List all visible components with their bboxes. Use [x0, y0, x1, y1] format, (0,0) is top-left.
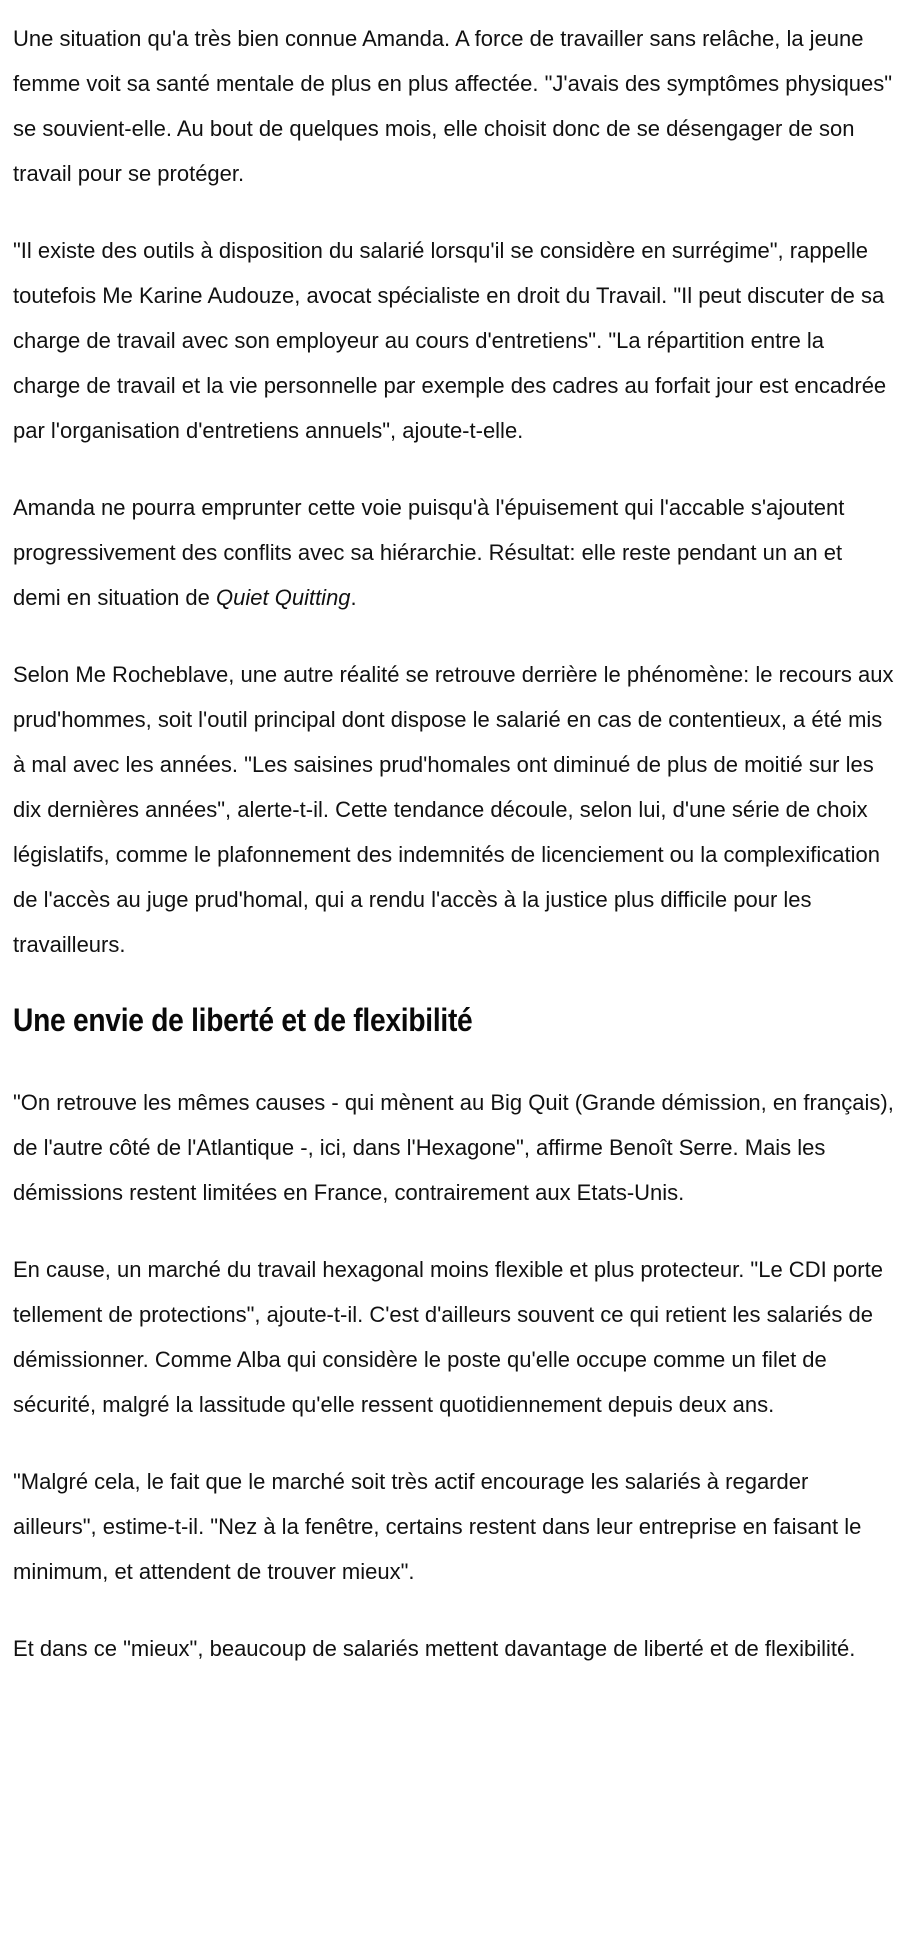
- article-paragraph-8: Et dans ce "mieux", beaucoup de salariés mettent davantage de liberté et de flexibilité.: [13, 1636, 856, 1661]
- article-paragraph-7: "Malgré cela, le fait que le marché soit très actif encourage les salariés à regarder ailleurs", estime-t-il. "Nez à la fenêtre, certains restent dans leur entreprise en faisant le minimum, et attendent de trouver mieux".: [13, 1469, 862, 1584]
- section-heading: [13, 1001, 894, 1039]
- section-heading-text: Une envie de liberté et de flexibilité: [13, 1002, 473, 1038]
- article-paragraph-1: Une situation qu'a très bien connue Amanda. A force de travailler sans relâche, la jeune femme voit sa santé mentale de plus en plus affectée. "J'avais des symptômes physiques" se souvient-elle. Au bout de quelques mois, elle choisit donc de se désengager de son travail pour se protéger.: [13, 26, 893, 186]
- paragraph-3-text-before: Amanda ne pourra emprunter cette voie puisqu'à l'épuisement qui l'accable s'ajoutent progressivement des conflits avec sa hiérarchie. Résultat: elle reste pendant un an et demi en situation de: [13, 495, 845, 610]
- article-paragraph-4: Selon Me Rocheblave, une autre réalité se retrouve derrière le phénomène: le recours aux prud'hommes, soit l'outil principal dont dispose le salarié en cas de contentieux, a été mis à mal avec les années. "Les saisines prud'homales ont diminué de plus de moitié sur les dix dernières années", alerte-t-il. Cette tendance découle, selon lui, d'une série de choix législatifs, comme le plafonnement des indemnités de licenciement ou la complexification de l'accès au juge prud'homal, qui a rendu l'accès à la justice plus difficile pour les travailleurs.: [13, 662, 894, 957]
- article-paragraph-2: "Il existe des outils à disposition du salarié lorsqu'il se considère en surrégime", rappelle toutefois Me Karine Audouze, avocat spécialiste en droit du Travail. "Il peut discuter de sa charge de travail avec son employeur au cours d'entretiens". "La répartition entre la charge de travail et la vie personnelle par exemple des cadres au forfait jour est encadrée par l'organisation d'entretiens annuels", ajoute-t-elle.: [13, 238, 887, 443]
- article-paragraph-3: [13, 485, 894, 620]
- article-text-column: [13, 16, 894, 1671]
- article-paragraph-6: En cause, un marché du travail hexagonal moins flexible et plus protecteur. "Le CDI porte tellement de protections", ajoute-t-il. C'est d'ailleurs souvent ce qui retient les salariés de démissionner. Comme Alba qui considère le poste qu'elle occupe comme un filet de sécurité, malgré la lassitude qu'elle ressent quotidiennement depuis deux ans.: [13, 1257, 883, 1417]
- article-paragraph-5: "On retrouve les mêmes causes - qui mènent au Big Quit (Grande démission, en français), de l'autre côté de l'Atlantique -, ici, dans l'Hexagone", affirme Benoît Serre. Mais les démissions restent limitées en France, contrairement aux Etats-Unis.: [13, 1090, 894, 1205]
- paragraph-3-text-after: .: [350, 585, 357, 610]
- quiet-quitting-italic-term: Quiet Quitting: [216, 585, 351, 610]
